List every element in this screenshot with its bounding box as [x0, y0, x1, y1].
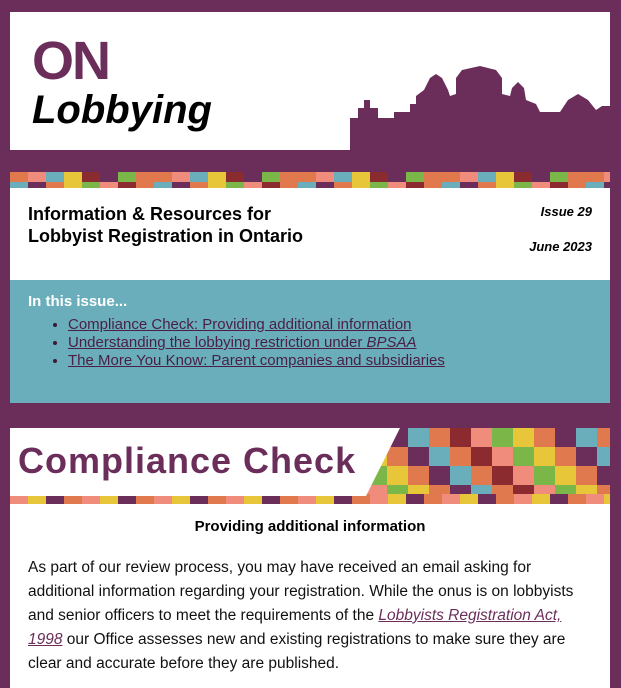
- banner-tile: [597, 466, 610, 485]
- toc-list: [28, 316, 445, 370]
- pattern-tile: [586, 172, 604, 182]
- pattern-tile: [316, 172, 334, 182]
- compliance-check-section: [10, 428, 610, 688]
- pattern-tile: [370, 172, 388, 182]
- pattern-tile: [118, 172, 136, 182]
- pattern-tile: [532, 172, 550, 182]
- pattern-tile: [208, 172, 226, 182]
- banner-tile: [471, 428, 492, 447]
- banner-tile: [550, 494, 568, 504]
- paragraph-text-after: our Office assesses new and existing registrations to make sure they are clear and accurate before they are published.: [28, 631, 566, 672]
- banner-tile: [408, 466, 429, 485]
- banner-tile: [586, 494, 604, 504]
- banner-tile: [513, 428, 534, 447]
- banner-tile: [429, 466, 450, 485]
- banner-tile: [471, 466, 492, 485]
- banner-tile: [408, 447, 429, 466]
- pattern-tile: [280, 172, 298, 182]
- toc-link-bpsaa-emph: BPSAA: [366, 334, 417, 351]
- banner-tile: [492, 428, 513, 447]
- pattern-tile: [100, 172, 118, 182]
- pattern-tile: [226, 172, 244, 182]
- pattern-tile: [172, 172, 190, 182]
- banner-tile: [576, 428, 597, 447]
- banner-tile: [568, 494, 586, 504]
- banner-tile: [450, 428, 471, 447]
- banner-tile: [496, 494, 514, 504]
- banner-tile: [576, 466, 597, 485]
- toc-link-more-you-know[interactable]: The More You Know: Parent companies and subsidiaries: [68, 352, 445, 369]
- toc-link-bpsaa-text: Understanding the lobbying restriction under: [68, 334, 367, 351]
- pattern-tile: [10, 172, 28, 182]
- brand-lobbying: Lobbying: [32, 88, 212, 132]
- paragraph-text-before: As part of our review process, you may have received an email asking for additional information regarding your registration. While the onus is on lobbyists and senior officers to meet the requirements of the: [28, 559, 574, 624]
- compliance-subtitle: Providing additional information: [194, 518, 426, 535]
- pattern-tile: [352, 172, 370, 182]
- banner-tile: [492, 447, 513, 466]
- compliance-check-banner: [10, 428, 610, 504]
- lobbyists-registration-act-link[interactable]: Lobbyists Registration Act, 1998: [28, 607, 562, 648]
- banner-tile: [460, 494, 478, 504]
- pattern-tile: [136, 172, 154, 182]
- pattern-tile: [190, 172, 208, 182]
- banner-tile: [513, 466, 534, 485]
- in-this-issue: [10, 280, 610, 403]
- banner-tile: [513, 447, 534, 466]
- banner-tile: [555, 428, 576, 447]
- pattern-tile: [424, 172, 442, 182]
- issue-date: June 2023: [529, 239, 592, 254]
- pattern-tile: [334, 172, 352, 182]
- banner-tile: [514, 494, 532, 504]
- toc-link-compliance-check[interactable]: Compliance Check: Providing additional information: [68, 316, 412, 333]
- banner-tile: [408, 428, 429, 447]
- pattern-tile: [46, 172, 64, 182]
- banner-tile: [597, 428, 610, 447]
- banner-tile: [492, 466, 513, 485]
- toc-heading: In this issue...: [28, 293, 128, 310]
- pattern-tile: [442, 172, 460, 182]
- pattern-tile: [388, 172, 406, 182]
- toc-item: [68, 316, 445, 334]
- banner-tile: [442, 494, 460, 504]
- legislature-skyline-icon: [350, 60, 610, 150]
- banner-tile: [534, 447, 555, 466]
- banner-tile: [387, 466, 408, 485]
- newsletter-title: Information & Resources for Lobbyist Registration in Ontario: [28, 204, 304, 246]
- pattern-tile: [406, 172, 424, 182]
- banner-tile: [429, 428, 450, 447]
- pattern-tile: [568, 172, 586, 182]
- banner-tile: [450, 466, 471, 485]
- pattern-strip-top-graphic: [10, 172, 610, 188]
- pattern-tile: [28, 172, 46, 182]
- pattern-tile: [298, 172, 316, 182]
- newsletter-title-block: [10, 188, 610, 280]
- pattern-tile: [514, 172, 532, 182]
- banner-tile: [424, 494, 442, 504]
- issue-number: Issue 29: [540, 204, 592, 219]
- toc-item: [68, 334, 445, 352]
- pattern-tile: [64, 172, 82, 182]
- compliance-check-heading: Compliance Check: [18, 440, 357, 481]
- banner-tile: [429, 447, 450, 466]
- banner-tile: [576, 447, 597, 466]
- banner-tile: [450, 447, 471, 466]
- pattern-strip-top: [10, 172, 610, 188]
- toc-item: [68, 352, 445, 370]
- banner-tile: [597, 447, 610, 466]
- banner-tile: [534, 428, 555, 447]
- banner-tile: [532, 494, 550, 504]
- pattern-tile: [154, 172, 172, 182]
- pattern-tile: [262, 172, 280, 182]
- banner-tile: [370, 494, 388, 504]
- pattern-tile: [460, 172, 478, 182]
- pattern-tile: [604, 172, 610, 182]
- banner-tile: [387, 447, 408, 466]
- toc-link-bpsaa[interactable]: [68, 334, 417, 351]
- pattern-tile: [550, 172, 568, 182]
- banner-tile: [406, 494, 424, 504]
- banner-tile: [478, 494, 496, 504]
- pattern-tile: [496, 172, 514, 182]
- banner-tile: [534, 466, 555, 485]
- banner-tile: [471, 447, 492, 466]
- pattern-tile: [82, 172, 100, 182]
- banner-tile: [555, 447, 576, 466]
- pattern-tile: [244, 172, 262, 182]
- banner-tile: [388, 494, 406, 504]
- masthead: [10, 12, 610, 150]
- pattern-tile: [478, 172, 496, 182]
- banner-tile: [555, 466, 576, 485]
- brand-on: ON: [32, 31, 109, 91]
- compliance-paragraph: [28, 556, 594, 676]
- banner-tile: [604, 494, 610, 504]
